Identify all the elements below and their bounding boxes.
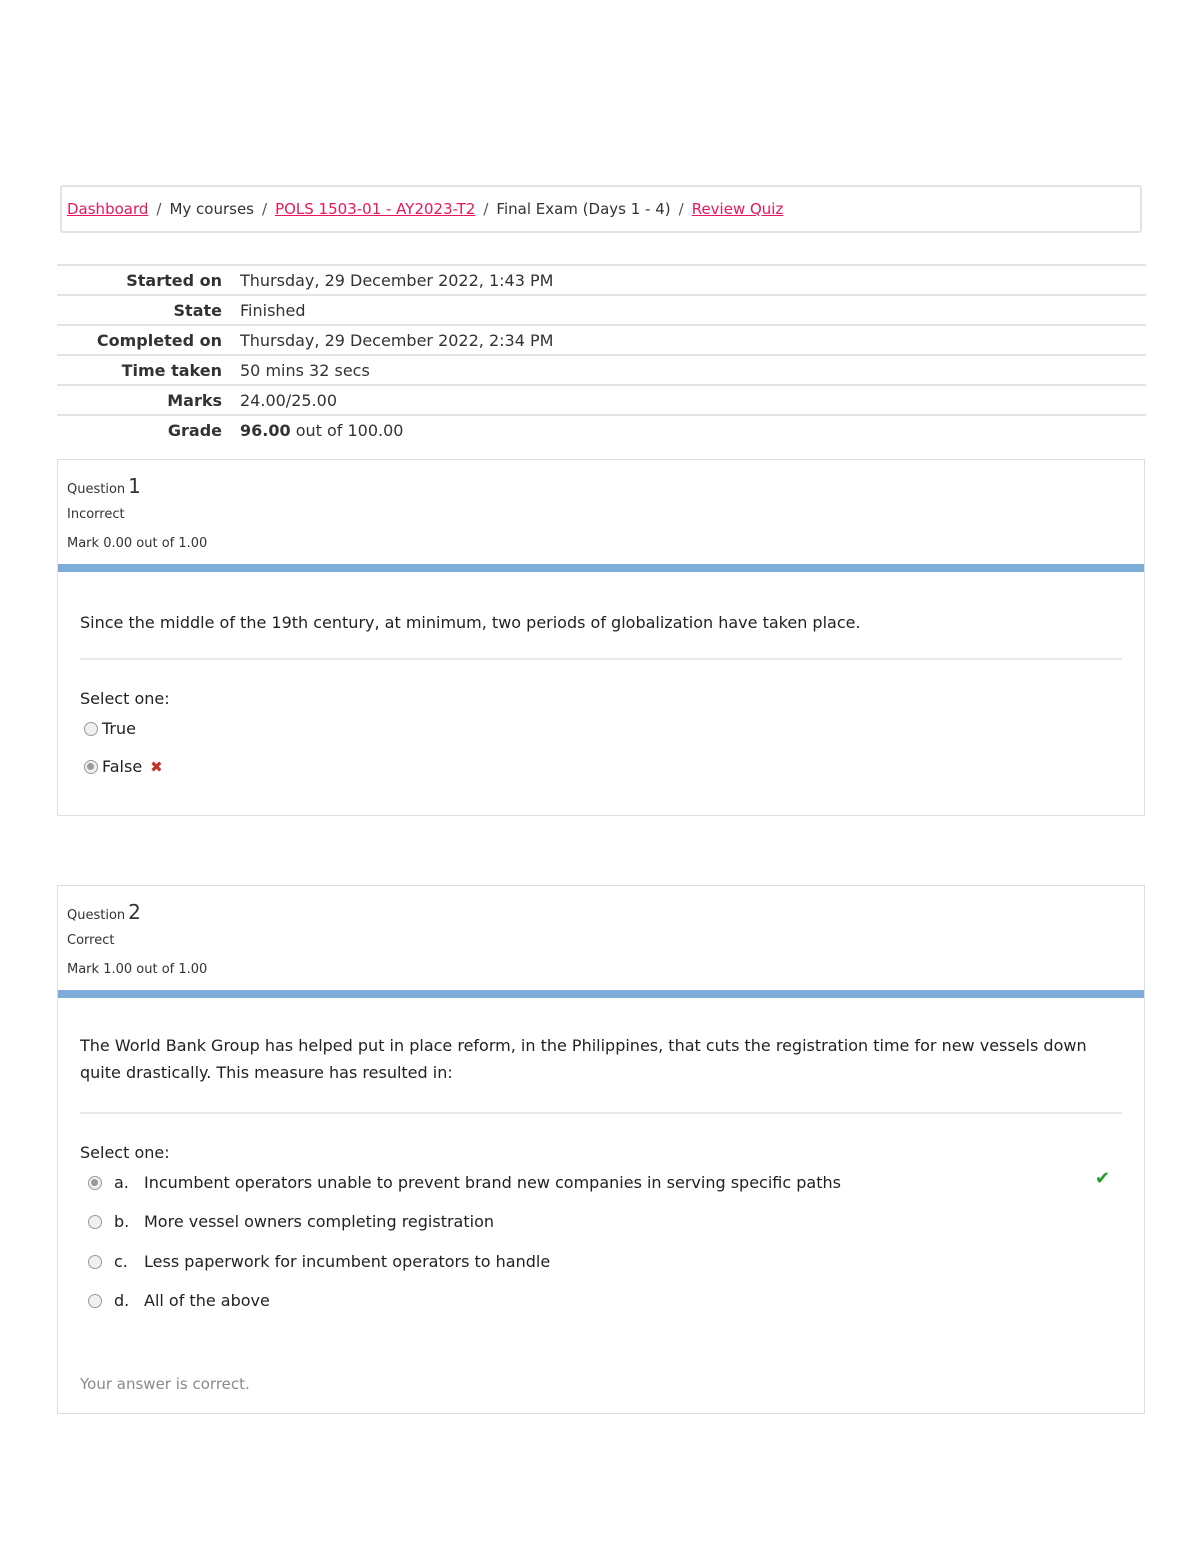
option-label: Less paperwork for incumbent operators to handle xyxy=(144,1252,551,1271)
breadcrumb-course-link[interactable]: POLS 1503-01 - AY2023-T2 xyxy=(275,200,476,218)
summary-row-started xyxy=(57,265,1146,295)
radio-button[interactable] xyxy=(84,722,98,736)
option-label: All of the above xyxy=(144,1291,270,1310)
answer-option-d[interactable] xyxy=(88,1291,270,1310)
question-divider xyxy=(80,658,1122,660)
breadcrumb-exam: Final Exam (Days 1 - 4) xyxy=(496,200,671,218)
summary-row-time-taken xyxy=(57,355,1146,385)
summary-row-state xyxy=(57,295,1146,325)
summary-value: 50 mins 32 secs xyxy=(240,360,370,380)
question-divider xyxy=(80,1112,1122,1114)
question-label: Question xyxy=(67,908,126,923)
breadcrumb xyxy=(60,185,1142,233)
breadcrumb-my-courses: My courses xyxy=(169,200,254,218)
answer-option-true[interactable] xyxy=(84,719,136,738)
summary-label: Marks xyxy=(167,390,222,410)
summary-value: Finished xyxy=(240,300,306,320)
question-text: Since the middle of the 19th century, at minimum, two periods of globalization have taken place. xyxy=(80,613,861,632)
answer-option-false[interactable] xyxy=(84,757,163,776)
question-number-value: 1 xyxy=(128,474,141,498)
question-number-value: 2 xyxy=(128,900,141,924)
question-info xyxy=(58,460,1144,564)
breadcrumb-separator: / xyxy=(678,200,684,218)
question-mark: Mark 1.00 out of 1.00 xyxy=(67,962,208,977)
radio-button[interactable] xyxy=(88,1215,102,1229)
breadcrumb-separator: / xyxy=(483,200,489,218)
question-1 xyxy=(57,459,1145,816)
radio-button[interactable] xyxy=(88,1176,102,1190)
summary-row-completed xyxy=(57,325,1146,355)
question-text: The World Bank Group has helped put in place reform, in the Philippines, that cuts the registration time for new vessels down quite drastically. This measure has resulted in: xyxy=(80,1036,1087,1082)
cross-icon: ✖ xyxy=(150,757,163,776)
question-content xyxy=(58,998,1144,1413)
question-divider-bar xyxy=(58,564,1144,572)
summary-label: Completed on xyxy=(96,330,222,350)
answer-option-c[interactable] xyxy=(88,1252,550,1271)
question-divider-bar xyxy=(58,990,1144,998)
option-letter: a. xyxy=(114,1173,129,1192)
question-2 xyxy=(57,885,1145,1414)
question-state: Incorrect xyxy=(67,507,125,522)
summary-value: 24.00/25.00 xyxy=(240,390,337,410)
answer-option-a[interactable] xyxy=(88,1173,841,1192)
check-icon: ✔ xyxy=(1095,1168,1111,1189)
option-letter: c. xyxy=(114,1252,128,1271)
question-number xyxy=(67,472,1135,500)
option-label: False xyxy=(102,757,143,776)
question-content xyxy=(58,572,1144,815)
summary-label: Started on xyxy=(126,270,222,290)
breadcrumb-dashboard-link[interactable]: Dashboard xyxy=(67,200,149,218)
option-label: More vessel owners completing registration xyxy=(144,1212,494,1231)
grade-score: 96.00 xyxy=(240,420,291,440)
question-mark: Mark 0.00 out of 1.00 xyxy=(67,536,208,551)
summary-label: State xyxy=(173,300,222,320)
question-info xyxy=(58,886,1144,990)
select-one-label: Select one: xyxy=(80,689,170,708)
breadcrumb-separator: / xyxy=(156,200,162,218)
breadcrumb-separator: / xyxy=(262,200,268,218)
option-label: True xyxy=(102,719,136,738)
quiz-summary-table xyxy=(57,264,1146,444)
breadcrumb-review-link[interactable]: Review Quiz xyxy=(691,200,784,218)
summary-label: Grade xyxy=(167,420,222,440)
option-letter: d. xyxy=(114,1291,130,1310)
option-label: Incumbent operators unable to prevent brand new companies in serving specific paths xyxy=(144,1173,841,1192)
select-one-label: Select one: xyxy=(80,1143,170,1162)
summary-label: Time taken xyxy=(121,360,222,380)
summary-row-marks xyxy=(57,385,1146,415)
grade-out-of: out of 100.00 xyxy=(295,420,404,440)
radio-button[interactable] xyxy=(88,1255,102,1269)
question-number xyxy=(67,898,1135,926)
option-letter: b. xyxy=(114,1212,130,1231)
summary-row-grade xyxy=(57,415,1146,444)
radio-button[interactable] xyxy=(84,760,98,774)
radio-button[interactable] xyxy=(88,1294,102,1308)
question-label: Question xyxy=(67,482,126,497)
summary-value: Thursday, 29 December 2022, 2:34 PM xyxy=(240,330,554,350)
question-state: Correct xyxy=(67,933,115,948)
answer-option-b[interactable] xyxy=(88,1212,494,1231)
summary-value: Thursday, 29 December 2022, 1:43 PM xyxy=(240,270,554,290)
summary-value xyxy=(232,415,1146,444)
answer-feedback: Your answer is correct. xyxy=(80,1375,250,1393)
